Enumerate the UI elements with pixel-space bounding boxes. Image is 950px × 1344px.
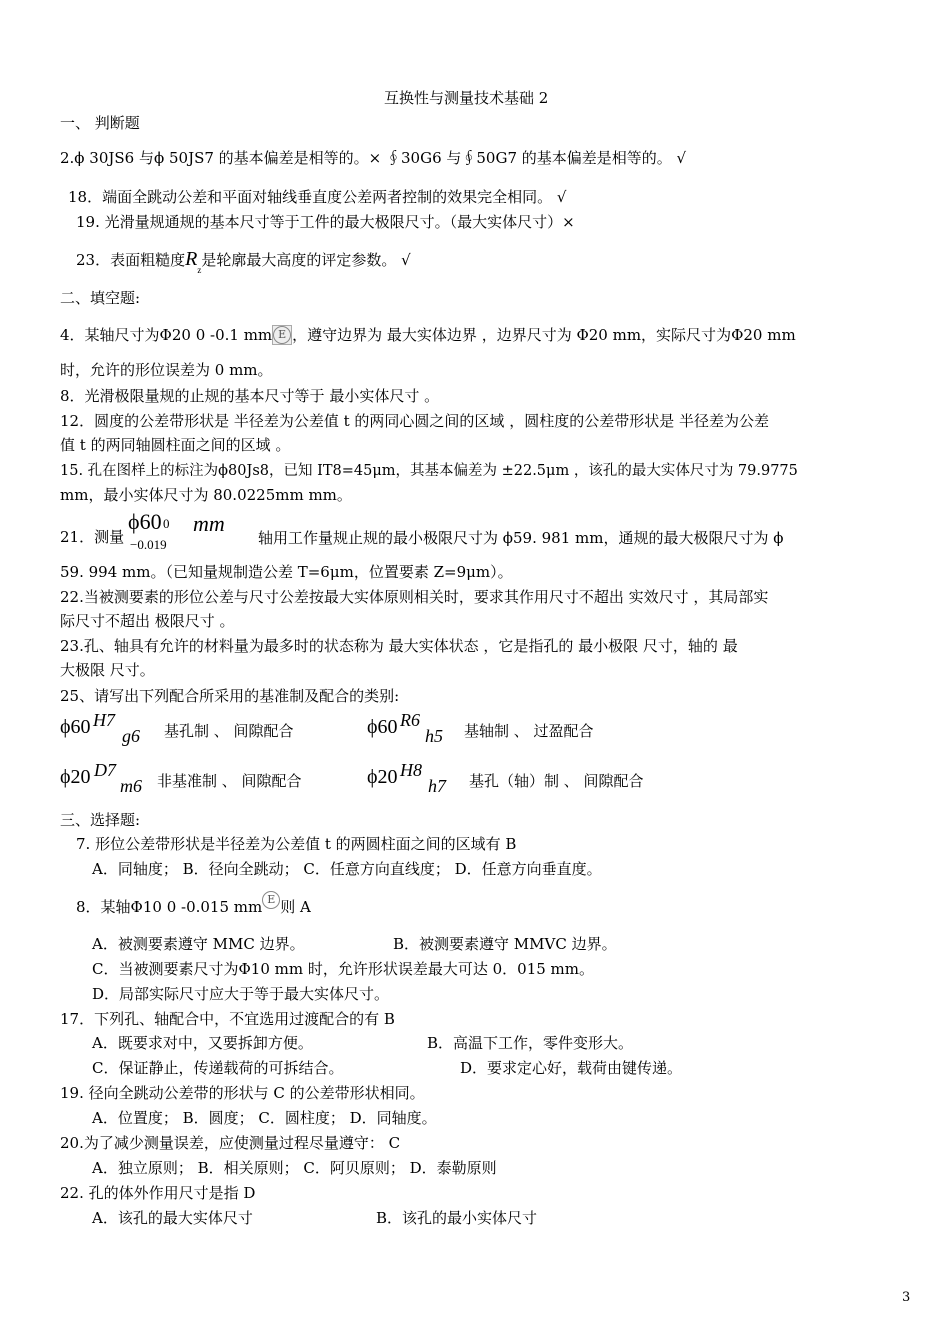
fit-answer: 基孔（轴）制 、 间隙配合 [469, 772, 644, 790]
fill-q22-line2: 际尺寸不超出 极限尺寸 。 [60, 612, 235, 630]
q21-unit: mm [193, 511, 225, 536]
judge-q23-text-a: 23．表面粗糙度 [76, 251, 186, 269]
section-heading-judge: 一、 判断题 [60, 114, 140, 132]
fit-shaft-tol: h7 [428, 776, 446, 796]
choice-q17-option-a: A．既要求对中，又要拆卸方便。 [92, 1034, 313, 1052]
choice-q8-option-c: C．当被测要素尺寸为Φ10 mm 时，允许形状误差最大可达 0．015 mm。 [92, 960, 595, 978]
fit-shaft-tol: m6 [120, 776, 142, 796]
choice-q17-option-b: B．高温下工作，零件变形大。 [427, 1034, 634, 1052]
judge-q2: 2.ϕ 30JS6 与ϕ 50JS7 的基本偏差是相等的。× ∮30G6 与∮50G7 的基本偏差是相等的。 √ [60, 149, 687, 167]
fill-q12-line1: 12．圆度的公差带形状是 半径差为公差值 t 的两同心圆之间的区域 ，圆柱度的公差带形状是 半径差为公差 [60, 412, 769, 430]
section-heading-fill: 二、填空题: [60, 289, 141, 307]
page-title: 互换性与测量技术基础 2 [384, 89, 549, 107]
fill-q4-line1 [60, 325, 796, 345]
fit-answer: 基孔制 、 间隙配合 [164, 722, 294, 740]
fill-q15-line2: mm，最小实体尺寸为 80.0225mm mm。 [60, 486, 352, 504]
fill-q25: 25、请写出下列配合所采用的基准制及配合的类别: [60, 687, 400, 705]
choice-q8-option-d: D．局部实际尺寸应大于等于最大实体尺寸。 [92, 985, 390, 1003]
choice-q8-option-b: B．被测要素遵守 MMVC 边界。 [393, 935, 617, 953]
choice-q8 [76, 893, 311, 917]
choice-q8-option-a: A．被测要素遵守 MMC 边界。 [92, 935, 305, 953]
choice-q17: 17．下列孔、轴配合中，不宜选用过渡配合的有 B [60, 1010, 395, 1028]
q21-phi: ϕ60 [128, 509, 162, 534]
fill-q23-line1: 23.孔、轴具有允许的材料量为最多时的状态称为 最大实体状态 ，它是指孔的 最小极限 尺寸，轴的 最 [60, 637, 738, 655]
choice-q7-options: A．同轴度； B．径向全跳动； C．任意方向直线度； D．任意方向垂直度。 [92, 860, 602, 878]
choice-q20-options: A．独立原则； B．相关原则； C．阿贝原则； D．泰勒原则 [92, 1159, 497, 1177]
fit-shaft-tol: h5 [425, 726, 443, 746]
fit-shaft-tol: g6 [122, 726, 140, 746]
fit-hole-tol: R6 [400, 710, 420, 730]
roughness-subscript: z [197, 265, 202, 275]
fill-q12-line2: 值 t 的两同轴圆柱面之间的区域 。 [60, 436, 291, 454]
choice-q8-text-b: 则 A [280, 898, 311, 916]
fit-answer: 非基准制 、 间隙配合 [157, 772, 302, 790]
judge-q18: 18．端面全跳动公差和平面对轴线垂直度公差两者控制的效果完全相同。 √ [68, 188, 567, 206]
fit-hole-tol: H8 [400, 760, 422, 780]
choice-q7: 7. 形位公差带形状是半径差为公差值 t 的两圆柱面之间的区域有 B [76, 835, 517, 853]
fill-q22-line1: 22.当被测要素的形位公差与尺寸公差按最大实体原则相关时，要求其作用尺寸不超出 实效尺寸 ，其局部实 [60, 588, 769, 606]
choice-q22-option-b: B．该孔的最小实体尺寸 [376, 1209, 538, 1227]
judge-q19: 19. 光滑量规通规的基本尺寸等于工件的最大极限尺寸。（最大实体尺寸）× [76, 213, 575, 231]
choice-q17-option-c: C．保证静止，传递载荷的可拆结合。 [92, 1059, 344, 1077]
q21-lower-dev: −0.019 [130, 537, 167, 552]
page-number: 3 [902, 1290, 911, 1305]
choice-q17-option-d: D．要求定心好，载荷由键传递。 [460, 1059, 683, 1077]
fit-hole-tol: D7 [94, 760, 116, 780]
judge-q23-text-b: 是轮廓最大高度的评定参数。 √ [201, 251, 411, 269]
choice-q8-text-a: 8．某轴Φ10 0 -0.015 mm [76, 898, 263, 916]
choice-q20: 20.为了减少测量误差，应使测量过程尽量遵守： C [60, 1134, 401, 1152]
fill-q21-text: 轴用工作量规止规的最小极限尺寸为 ϕ59. 981 mm，通规的最大极限尺寸为 ϕ [258, 529, 784, 547]
section-heading-choice: 三、选择题: [60, 811, 141, 829]
fit-hole-tol: H7 [93, 710, 115, 730]
q21-upper-dev: 0 [163, 516, 170, 531]
envelope-e-icon: E [262, 891, 280, 909]
fill-q21-line1: 21．测量 [60, 528, 125, 546]
fit-phi: ϕ60 [60, 716, 91, 738]
choice-q19-options: A．位置度； B．圆度； C．圆柱度； D．同轴度。 [92, 1109, 437, 1127]
fill-q8: 8．光滑极限量规的止规的基本尺寸等于 最小实体尺寸 。 [60, 387, 440, 405]
fit-answer: 基轴制 、 过盈配合 [464, 722, 594, 740]
fill-q4-text-a: 4．某轴尺寸为Φ20 0 -0.1 mm [60, 326, 273, 344]
choice-q22: 22. 孔的体外作用尺寸是指 D [60, 1184, 256, 1202]
judge-q23 [76, 248, 411, 275]
fit-phi: ϕ20 [367, 766, 398, 788]
choice-q19: 19. 径向全跳动公差带的形状与 C 的公差带形状相同。 [60, 1084, 425, 1102]
fill-q21-line2: 59. 994 mm。（已知量规制造公差 T=6μm，位置要素 Z=9μm）。 [60, 563, 513, 581]
fill-q4-text-b: ，遵守边界为 最大实体边界 ，边界尺寸为 Φ20 mm，实际尺寸为Φ20 mm [292, 326, 796, 344]
fit-phi: ϕ20 [60, 766, 91, 788]
roughness-symbol: R [185, 248, 198, 270]
fill-q23-line2: 大极限 尺寸。 [60, 661, 155, 679]
fit-phi: ϕ60 [367, 716, 398, 738]
fill-q4-line2: 时，允许的形位误差为 0 mm。 [60, 361, 273, 379]
fill-q15-line1: 15. 孔在图样上的标注为ϕ80Js8，已知 IT8=45μm，其基本偏差为 ±22.5μm ，该孔的最大实体尺寸为 79.9775 [60, 463, 798, 479]
choice-q22-option-a: A．该孔的最大实体尺寸 [92, 1209, 253, 1227]
envelope-e-icon: E [272, 325, 292, 345]
